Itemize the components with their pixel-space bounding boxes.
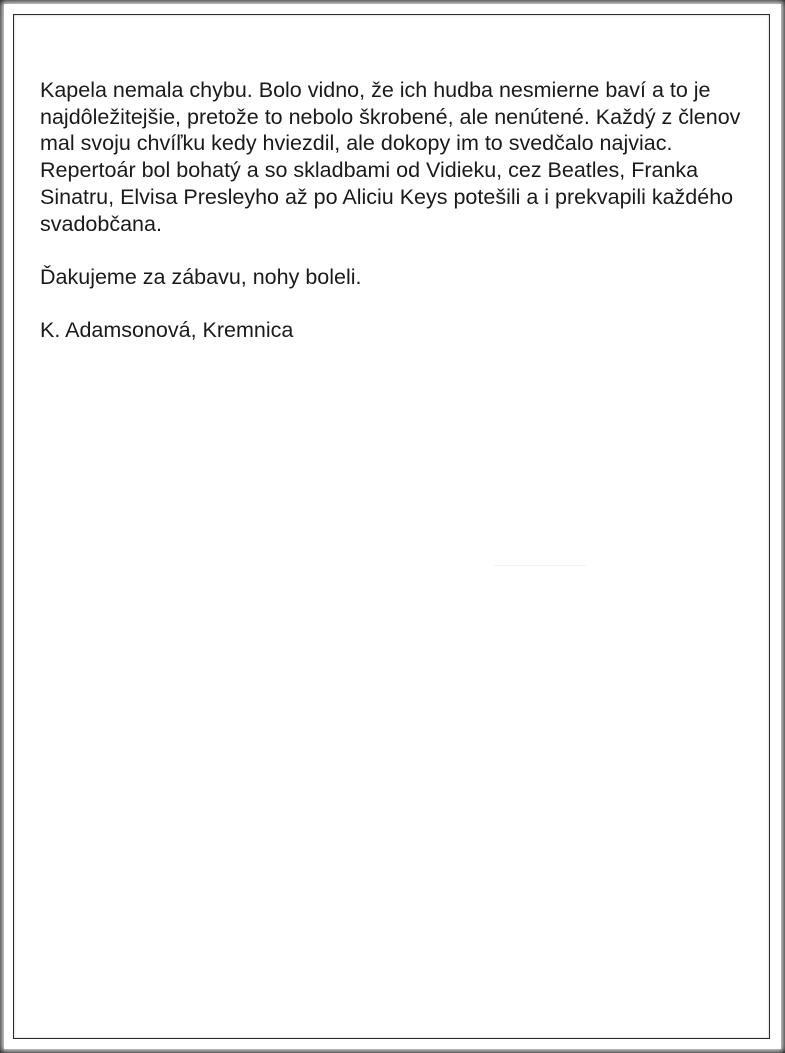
content-panel (13, 14, 770, 1039)
faint-divider (494, 565, 586, 566)
testimonial-thanks: Ďakujeme za zábavu, nohy boleli. (40, 264, 362, 289)
testimonial-text (40, 77, 752, 371)
testimonial-signature: K. Adamsonová, Kremnica (40, 318, 294, 343)
testimonial-body: Kapela nemala chybu. Bolo vidno, že ich hudba nesmierne baví a to je najdôležitejšie, pretože to nebolo škrobené, ale nenútené. Každý z členov mal svoju chvíľku kedy hviezdil, ale dokopy im to svedčalo najviac. Repertoár bol bohatý a so skladbami od Vidieku, cez Beatles, Franka Sinatru, Elvisa Presleyho až po Aliciu Keys potešili a i prekvapili každého svadobčana. (40, 78, 741, 236)
